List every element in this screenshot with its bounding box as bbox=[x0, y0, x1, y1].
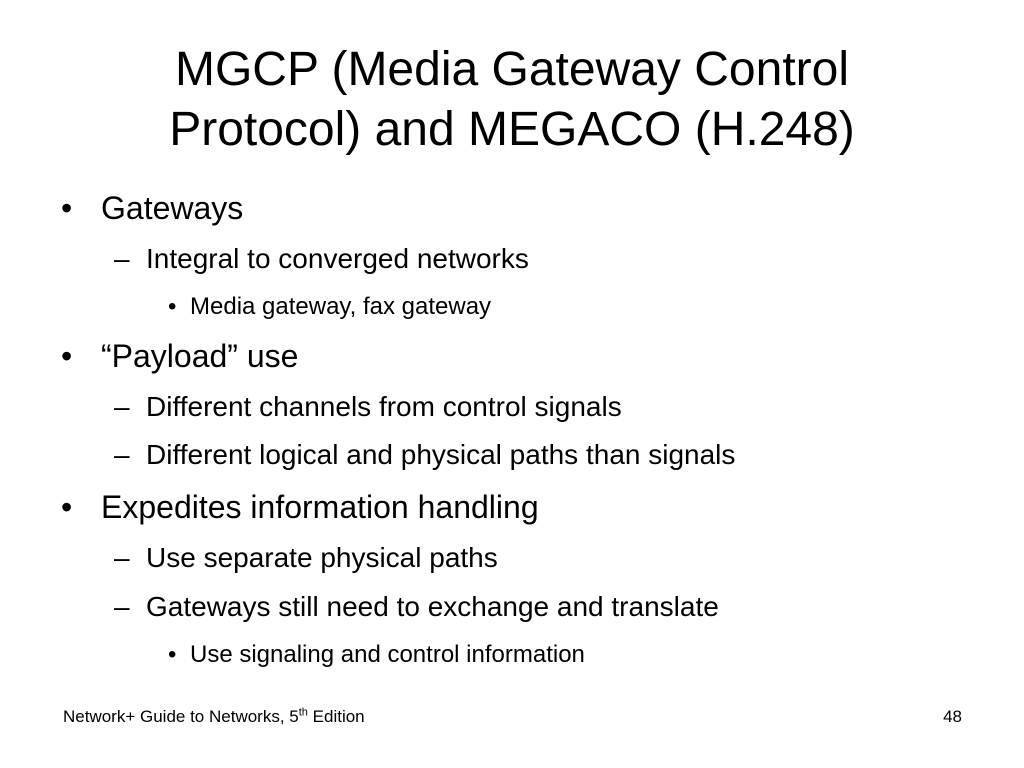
dash-marker: – bbox=[114, 391, 130, 422]
footer-book-name: Network+ Guide to Networks, 5 bbox=[63, 707, 299, 726]
bullet-marker: • bbox=[61, 190, 73, 226]
sub-bullet-item bbox=[114, 590, 719, 624]
dash-marker: – bbox=[114, 243, 130, 274]
sub-sub-bullet-item bbox=[168, 292, 492, 322]
sub-bullet-text: Use separate physical paths bbox=[146, 542, 498, 573]
bullet-marker: • bbox=[61, 338, 73, 374]
bullet-marker: • bbox=[61, 489, 73, 525]
page-number: 48 bbox=[943, 707, 962, 726]
sub-sub-bullet-text: Media gateway, fax gateway bbox=[190, 293, 492, 320]
bullet-marker: • bbox=[168, 641, 177, 668]
sub-bullet-text: Gateways still need to exchange and translate bbox=[146, 591, 719, 622]
bullet-text: “Payload” use bbox=[101, 338, 299, 374]
slide-title-line-1: MGCP (Media Gateway Control bbox=[174, 43, 849, 96]
sub-bullet-text: Integral to converged networks bbox=[146, 243, 529, 274]
dash-marker: – bbox=[114, 542, 130, 573]
bullet-marker: • bbox=[168, 293, 177, 320]
bullet-text: Expedites information handling bbox=[101, 489, 539, 525]
sub-bullet-item bbox=[114, 390, 622, 424]
sub-sub-bullet-text: Use signaling and control information bbox=[190, 641, 585, 668]
footer-edition-superscript: th bbox=[298, 706, 308, 719]
sub-sub-bullet-item bbox=[168, 640, 585, 670]
sub-bullet-text: Different channels from control signals bbox=[146, 391, 622, 422]
sub-bullet-item bbox=[114, 242, 529, 276]
slide-title-line-2: Protocol) and MEGACO (H.248) bbox=[169, 103, 855, 156]
sub-bullet-item bbox=[114, 541, 498, 575]
sub-bullet-item bbox=[114, 438, 736, 472]
footer-book-title bbox=[63, 706, 365, 728]
dash-marker: – bbox=[114, 439, 130, 470]
bullet-item bbox=[61, 337, 299, 375]
bullet-text: Gateways bbox=[101, 190, 244, 226]
bullet-item bbox=[61, 488, 539, 526]
bullet-item bbox=[61, 189, 244, 227]
dash-marker: – bbox=[114, 591, 130, 622]
footer-edition-label: Edition bbox=[307, 707, 365, 726]
sub-bullet-text: Different logical and physical paths than signals bbox=[146, 439, 736, 470]
